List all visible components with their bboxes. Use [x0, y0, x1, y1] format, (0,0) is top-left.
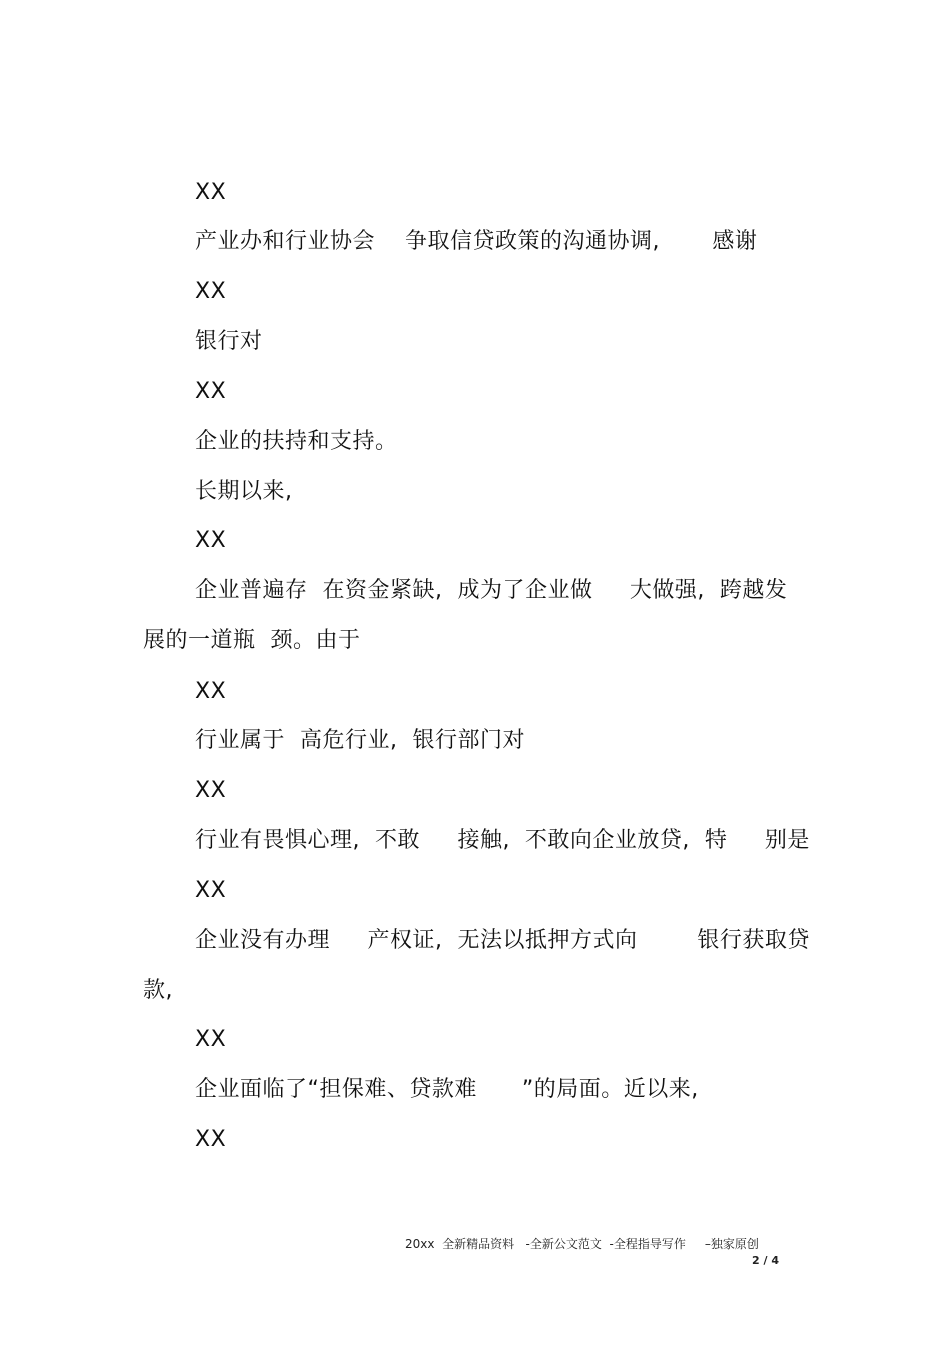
- text-line: 企业的扶持和支持。: [195, 429, 398, 454]
- text-line: XX: [195, 1127, 227, 1152]
- text-line: XX: [195, 679, 227, 704]
- text-line: XX: [195, 778, 227, 803]
- text-line: 行业属于 高危行业, 银行部门对: [195, 728, 525, 753]
- page-number: 2 / 4: [752, 1254, 779, 1267]
- text-line: 企业没有办理 产权证, 无法以抵押方式向 银行获取贷: [195, 928, 810, 953]
- text-line: 长期以来,: [195, 479, 293, 504]
- text-line: 银行对: [195, 329, 263, 354]
- text-line: XX: [195, 379, 227, 404]
- text-line: 行业有畏惧心理, 不敢 接触, 不敢向企业放贷, 特 别是: [195, 828, 810, 853]
- page-footer: 20xx 全新精品资料 -全新公文范文 -全程指导写作 –独家原创: [405, 1237, 759, 1251]
- text-line: XX: [195, 528, 227, 553]
- text-line: XX: [195, 180, 227, 205]
- text-line: XX: [195, 279, 227, 304]
- text-line: 展的一道瓶 颈。由于: [143, 628, 361, 653]
- text-line: 企业面临了“担保难、贷款难 ”的局面。近以来,: [195, 1077, 699, 1102]
- text-line: 款,: [143, 978, 173, 1003]
- text-line: 产业办和行业协会 争取信贷政策的沟通协调, 感谢: [195, 229, 758, 254]
- text-line: 企业普遍存 在资金紧缺, 成为了企业做 大做强, 跨越发: [195, 578, 788, 603]
- text-line: XX: [195, 878, 227, 903]
- text-line: XX: [195, 1027, 227, 1052]
